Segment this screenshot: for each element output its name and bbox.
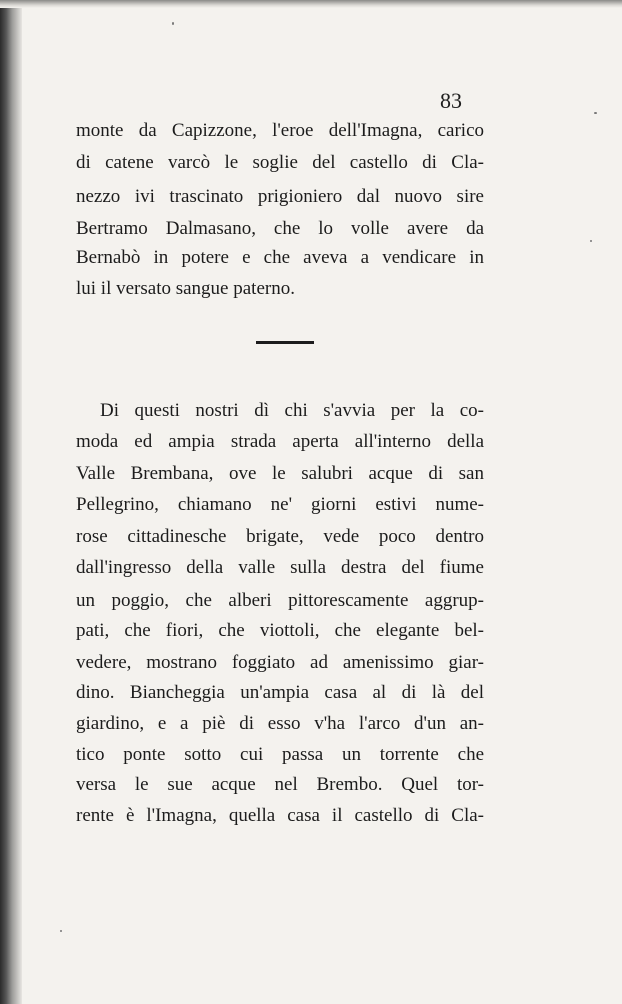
text-line: tico ponte sotto cui passa un torrente che [76, 744, 484, 765]
text-line: vedere, mostrano foggiato ad amenissimo giar- [76, 652, 484, 673]
text-line: pati, che fiori, che viottoli, che elegante bel- [76, 620, 484, 641]
section-divider [256, 341, 314, 344]
text-line: dino. Biancheggia un'ampia casa al di là del [76, 682, 484, 703]
text-line: un poggio, che alberi pittorescamente aggrup- [76, 590, 484, 611]
text-line: lui il versato sangue paterno. [76, 278, 295, 299]
page-gutter-shadow [0, 0, 22, 1004]
text-line: di catene varcò le soglie del castello di Cla- [76, 152, 484, 173]
text-line: Di questi nostri dì chi s'avvia per la co- [100, 400, 484, 421]
text-line: rose cittadinesche brigate, vede poco dentro [76, 526, 484, 547]
text-line: versa le sue acque nel Brembo. Quel tor- [76, 774, 484, 795]
paper-speck [172, 22, 174, 25]
text-line: Valle Brembana, ove le salubri acque di san [76, 463, 484, 484]
text-line: dall'ingresso della valle sulla destra del fiume [76, 557, 484, 578]
paper-speck [60, 930, 62, 932]
page-number: 83 [440, 88, 462, 113]
text-line: rente è l'Imagna, quella casa il castello di Cla- [76, 805, 484, 826]
text-line: moda ed ampia strada aperta all'interno della [76, 431, 484, 452]
paper-speck [594, 112, 597, 114]
text-line: Bertramo Dalmasano, che lo volle avere da [76, 218, 484, 239]
text-line: nezzo ivi trascinato prigioniero dal nuovo sire [76, 186, 484, 207]
page-top-edge [0, 0, 622, 8]
text-line: Bernabò in potere e che aveva a vendicare in [76, 247, 484, 268]
paper-speck [590, 240, 592, 242]
text-line: giardino, e a piè di esso v'ha l'arco d'un an- [76, 713, 484, 734]
text-line: Pellegrino, chiamano ne' giorni estivi nume- [76, 494, 484, 515]
text-line: monte da Capizzone, l'eroe dell'Imagna, carico [76, 120, 484, 141]
